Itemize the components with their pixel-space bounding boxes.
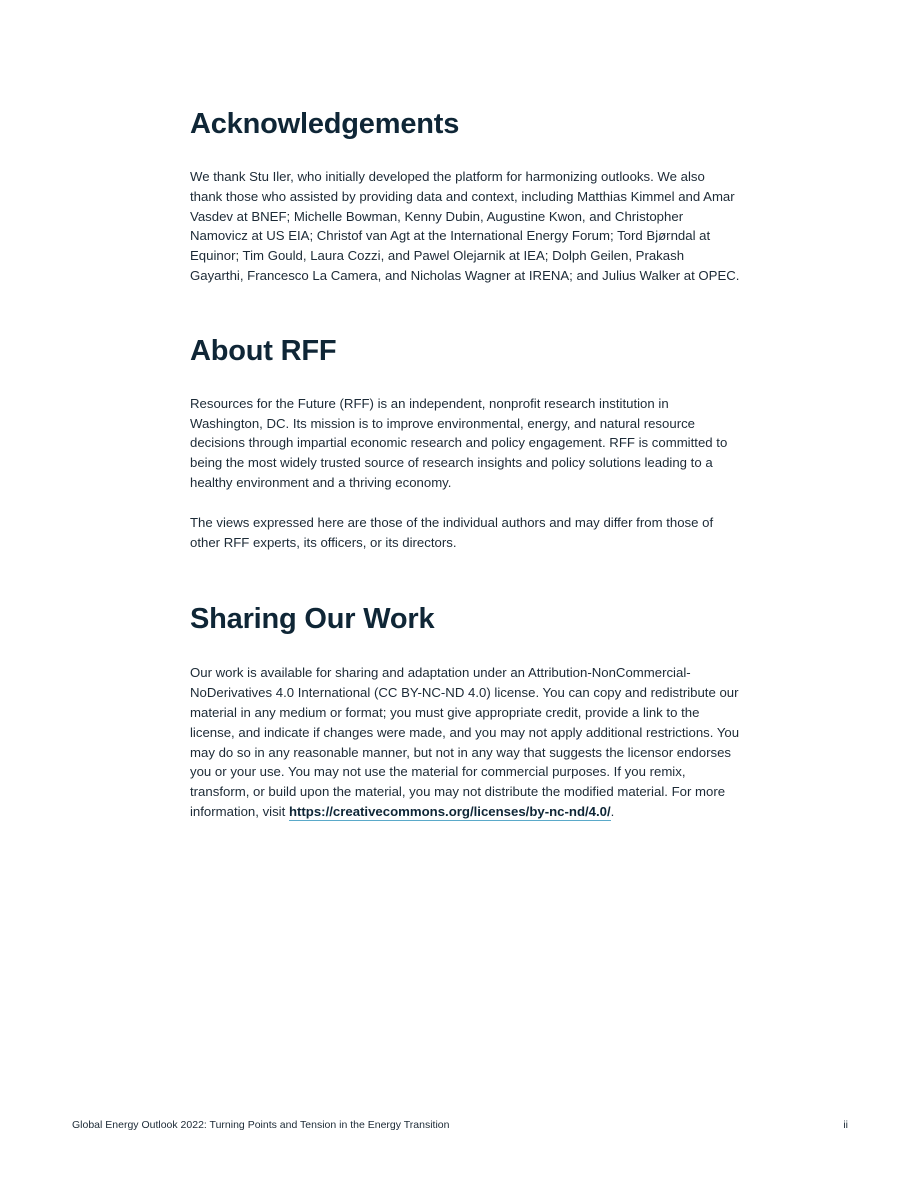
page-number: ii — [843, 1119, 848, 1131]
acknowledgements-heading: Acknowledgements — [190, 108, 460, 140]
acknowledgements-section — [190, 104, 740, 286]
sharing-end-punct: . — [610, 803, 615, 819]
page-footer — [72, 1119, 848, 1131]
sharing-our-work-text — [190, 663, 740, 821]
sharing-body-text: Our work is available for sharing and adaptation under an Attribution-NonCommercial-NoDerivatives 4.0 International (CC BY-NC-ND 4.0) license. You can copy and redistribute our material in any medium or format; you must give appropriate credit, provide a link to the license, and indicate if changes were made, and you may not apply additional restrictions. You may do so in any reasonable manner, but not in any way that suggests the licensor endorses you or your use. You may not use the material for commercial purposes. If you remix, transform, or build upon the material, you may not distribute the modified material. For more information, visit — [190, 665, 740, 819]
about-rff-section — [190, 331, 740, 553]
about-rff-heading: About RFF — [190, 334, 337, 367]
about-rff-paragraph-2: The views expressed here are those of the individual authors and may differ from those of other RFF experts, its officers, or its directors. — [190, 514, 714, 550]
about-rff-paragraph-1: Resources for the Future (RFF) is an independent, nonprofit research institution in Washington, DC. Its mission is to improve environmental, energy, and natural resource decisions through impartial economic research and policy engagement. RFF is committed to being the most widely trusted source of research insights and policy solutions leading to a healthy environment and a thriving economy. — [190, 395, 728, 490]
license-link[interactable]: https://creativecommons.org/licenses/by-nc-nd/4.0/ — [288, 803, 611, 819]
sharing-our-work-section — [190, 599, 740, 821]
sharing-our-work-heading: Sharing Our Work — [190, 603, 435, 636]
footer-title: Global Energy Outlook 2022: Turning Points and Tension in the Energy Transition — [72, 1119, 450, 1131]
acknowledgements-text: We thank Stu Iler, who initially developed the platform for harmonizing outlooks. We also thank those who assisted by providing data and context, including Matthias Kimmel and Amar Vasdev at BNEF; Michelle Bowman, Kenny Dubin, Augustine Kwon, and Christopher Namovicz at US EIA; Christof van Agt at the International Energy Forum; Tord Bjørndal at Equinor; Tim Gould, Laura Cozzi, and Pawel Olejarnik at IEA; Dolph Geilen, Prakash Gayarthi, Francesco La Camera, and Nicholas Wagner at IRENA; and Julius Walker at OPEC. — [190, 169, 740, 283]
page-content — [190, 104, 740, 822]
